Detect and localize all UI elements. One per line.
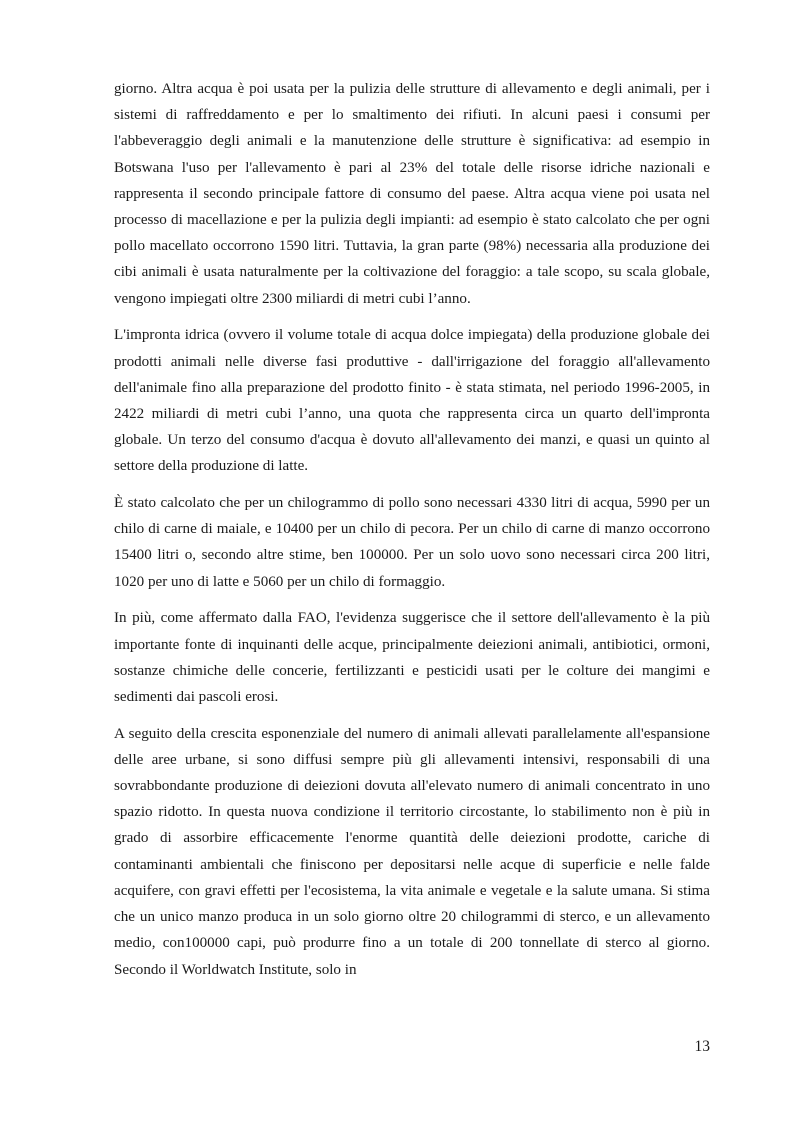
paragraph-intensive-farming: A seguito della crescita esponenziale del numero di animali allevati parallelamente all'espansione delle aree urbane, si sono diffusi sempre più gli allevamenti intensivi, responsabili di una sovrabbondante produzione di deiezioni dovuta all'elevato numero di animali concentrato in uno spazio ridotto. In questa nuova condizione il territorio circostante, lo stabilimento non è più in grado di assorbire efficacemente l'enorme quantità delle deiezioni prodotte, cariche di contaminanti ambientali che finiscono per depositarsi nelle acque di superficie e nelle falde acquifere, con gravi effetti per l'ecosistema, la vita animale e vegetale e la salute umana. Si stima che un unico manzo produca in un solo giorno oltre 20 chilogrammi di sterco, e un allevamento medio, con100000 capi, può produrre fino a un totale di 200 tonnellate di sterco al giorno. Secondo il Worldwatch Institute, solo in [114, 725, 710, 978]
page-number: 13 [694, 1038, 710, 1055]
paragraph-litres-per-kilo: È stato calcolato che per un chilogrammo di pollo sono necessari 4330 litri di acqua, 5990 per un chilo di carne di maiale, e 10400 per un chilo di pecora. Per un chilo di carne di manzo occorrono 15400 litri o, secondo altre stime, ben 100000. Per un solo uovo sono necessari circa 200 litri, 1020 per uno di latte e 5060 per un chilo di formaggio. [114, 495, 710, 590]
paragraph-water-footprint: L'impronta idrica (ovvero il volume totale di acqua dolce impiegata) della produzione globale dei prodotti animali nelle diverse fasi produttive - dall'irrigazione del foraggio all'allevamento dell'animale fino alla preparazione del prodotto finito - è stata stimata, nel periodo 1996-2005, in 2422 miliardi di metri cubi l’anno, una quota che rappresenta circa un quarto dell'impronta globale. Un terzo del consumo d'acqua è dovuto all'allevamento dei manzi, e quasi un quinto al settore della produzione di latte. [114, 327, 710, 475]
body-text [114, 76, 710, 993]
paragraph-water-uses: giorno. Altra acqua è poi usata per la pulizia delle strutture di allevamento e degli animali, per i sistemi di raffreddamento e per lo smaltimento dei rifiuti. In alcuni paesi i consumi per l'abbeveraggio degli animali e la manutenzione delle strutture è significativa: ad esempio in Botswana l'uso per l'allevamento è pari al 23% del totale delle risorse idriche nazionali e rappresenta il secondo principale fattore di consumo del paese. Altra acqua viene poi usata nel processo di macellazione e per la pulizia degli impianti: ad esempio è stato calcolato che per ogni pollo macellato occorrono 1590 litri. Tuttavia, la gran parte (98%) necessaria alla produzione dei cibi animali è usata naturalmente per la coltivazione del foraggio: a tale scopo, su scala globale, vengono impiegati oltre 2300 miliardi di metri cubi l’anno. [114, 81, 710, 307]
paragraph-fao-pollutants: In più, come affermato dalla FAO, l'evidenza suggerisce che il settore dell'allevamento è la più importante fonte di inquinanti delle acque, principalmente deiezioni animali, antibiotici, ormoni, sostanze chimiche delle concerie, fertilizzanti e pesticidi usati per le colture dei mangimi e sedimenti dai pascoli erosi. [114, 610, 710, 705]
